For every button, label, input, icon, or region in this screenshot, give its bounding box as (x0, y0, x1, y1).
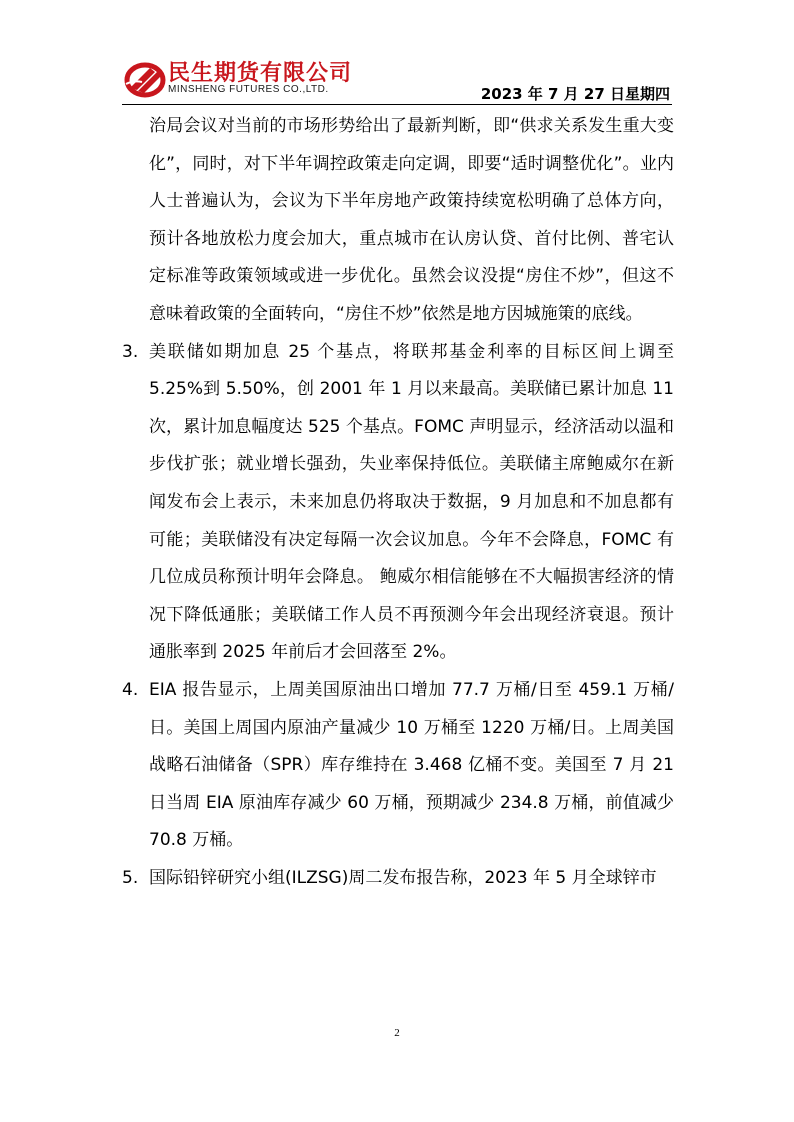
page-header (0, 0, 794, 110)
company-logo-icon (124, 58, 166, 98)
list-item (122, 672, 674, 860)
report-date: 2023 年 7 月 27 日星期四 (480, 85, 670, 103)
item-number: 5. (122, 867, 139, 888)
item-number: 3. (122, 341, 139, 362)
page-number: 2 (394, 1027, 400, 1039)
item-number: 4. (122, 679, 139, 700)
list-item (122, 860, 674, 898)
company-name-en: MINSHENG FUTURES CO.,LTD. (168, 84, 329, 95)
list-item (122, 334, 674, 672)
company-name-cn: 民生期货有限公司 (168, 61, 353, 86)
item-text: 国际铅锌研究小组(ILZSG)周二发布报告称，2023 年 5 月全球锌市 (149, 867, 657, 888)
continuation-paragraph: 治局会议对当前的市场形势给出了最新判断，即“供求关系发生重大变化”，同时，对下半年调控政策走向定调，即要“适时调整优化”。业内人士普遍认为，会议为下半年房地产政策持续宽松明确了总体方向，预计各地放松力度会加大，重点城市在认房认贷、首付比例、普宅认定标准等政策领域或进一步优化。虽然会议没提“房住不炒”，但这不意味着政策的全面转向，“房住不炒”依然是地方因城施策的底线。 (149, 116, 674, 324)
item-text: EIA 报告显示，上周美国原油出口增加 77.7 万桶/日至 459.1 万桶/日。美国上周国内原油产量减少 10 万桶至 1220 万桶/日。上周美国战略石油储备（SPR）库存维持在 3.468 亿桶不变。美国至 7 月 21 日当周 EIA 原油库存减少 60 万桶，预期减少 234.8 万桶，前值减少 70.8 万桶。 (149, 679, 674, 851)
header-divider (122, 104, 672, 105)
document-body (122, 108, 674, 897)
item-text: 美联储如期加息 25 个基点，将联邦基金利率的目标区间上调至 5.25%到 5.50%，创 2001 年 1 月以来最高。美联储已累计加息 11 次，累计加息幅度达 525 个基点。FOMC 声明显示，经济活动以温和步伐扩张；就业增长强劲，失业率保持低位。美联储主席鲍威尔在新闻发布会上表示，未来加息仍将取决于数据，9 月加息和不加息都有可能；美联储没有决定每隔一次会议加息。今年不会降息，FOMC 有几位成员称预计明年会降息。 鲍威尔相信能够在不大幅损害经济的情况下降低通胀；美联储工作人员不再预测今年会出现经济衰退。预计通胀率到 2025 年前后才会回落至 2%。 (149, 341, 674, 663)
